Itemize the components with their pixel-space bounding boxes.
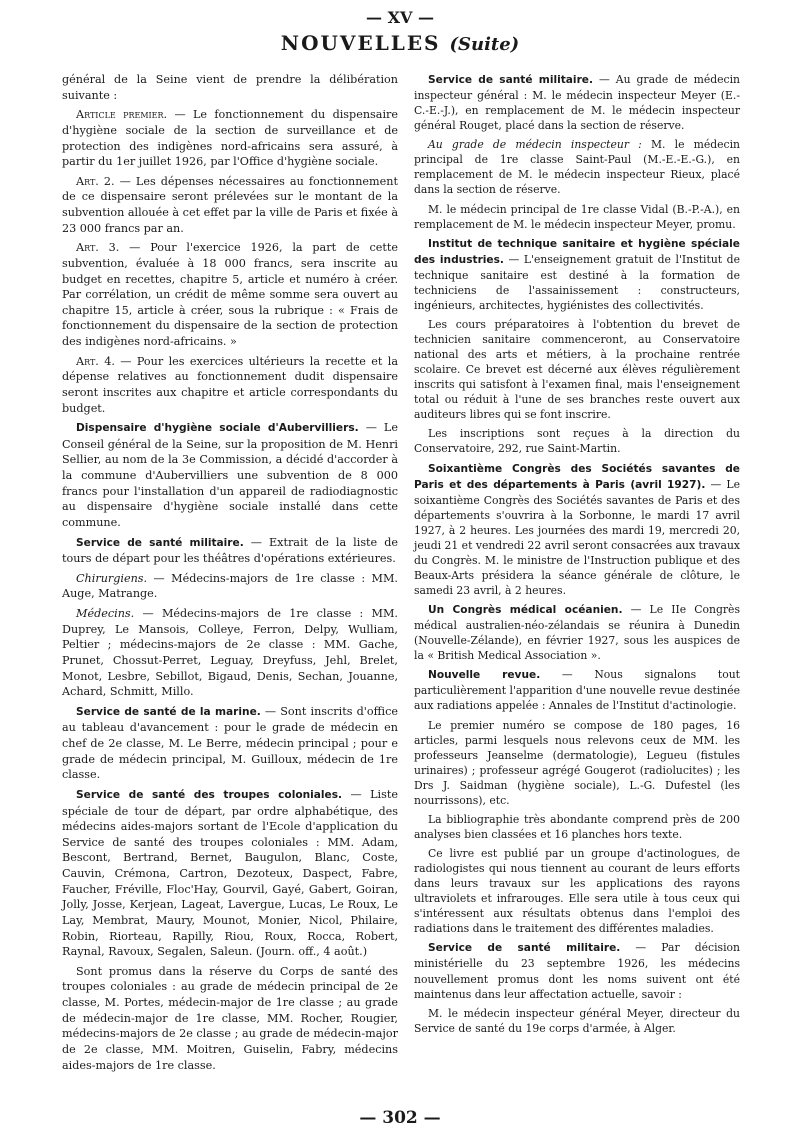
paragraph-text: — Sont inscrits d'office au tableau d'avancement : pour le grade de médecin en chef de 2e classe, M. Le Berre, médecin principal ; pour e grade de médecin principal, M. Guilloux, médecin de 1re classe. xyxy=(62,704,398,782)
article-label: Art. 4. xyxy=(76,354,115,368)
paragraph xyxy=(414,940,740,1001)
paragraph-text: M. le médecin inspecteur général Meyer, directeur du Service de santé du 19e corps d'armée, à Alger. xyxy=(414,1006,740,1035)
paragraph xyxy=(414,236,740,313)
paragraph-heading: Service de santé de la marine. xyxy=(76,705,261,718)
paragraph-lead: Médecins. xyxy=(76,607,135,620)
paragraph xyxy=(414,202,740,232)
paragraph-text: — Liste spéciale de tour de départ, par ordre alphabétique, des médecins aides-majors sortant de l'Ecole d'application du Service de santé des troupes coloniales : MM. Adam, Bescont, Bertrand, Bernet, Baugulon, Blanc, Coste, Cauvin, Crémona, Cartron, Dezoteux, Daspect, Fabre, Faucher, Fréville, Floc'Hay, Gourvil, Gayé, Gabert, Goiran, Jolly, Josse, Kerjean, Lageat, Lavergue, Lucas, Le Roux, Le Lay, Membrat, Maury, Mounot, Monier, Nicol, Philaire, Robin, Riorteau, Rapilly, Riou, Roux, Rocca, Robert, Raynal, Ravoux, Segalen, Saleun. (Journ. off., 4 août.) xyxy=(62,787,398,959)
paragraph xyxy=(414,1006,740,1036)
paragraph-text: M. le médecin principal de 1re classe Vidal (B.-P.-A.), en remplacement de M. le médecin inspecteur Meyer, promu. xyxy=(414,202,740,231)
right-column xyxy=(414,72,740,1040)
paragraph-text: Ce livre est publié par un groupe d'actinologues, de radiologistes qui nous tiennent au courant de leurs efforts dans leurs travaux sur les applications des rayons ultraviolets et infrarouges. Elle sera utile à tous ceux qui s'intéressent aux résultats obtenus dans l'emploi des radiations dans le traitement des différentes maladies. xyxy=(414,847,740,936)
paragraph-text: — Médecins-majors de 1re classe : MM. Duprey, Le Mansois, Colleye, Ferron, Delpy, Wulliam, Peltier ; médecins-majors de 2e classe : MM. Gache, Prunet, Chossut-Perret, Leguay, Dreyfuss, Jehl, Brelet, Monot, Lesbre, Sebillot, Bigaud, Denis, Sechan, Jouanne, Achard, Schmitt, Millo. xyxy=(62,607,398,699)
paragraph-text: — Par décision ministérielle du 23 septembre 1926, les médecins nouvellement promus dont les noms suivent ont été maintenus dans leur affectation actuelle, savoir : xyxy=(414,941,740,1001)
paragraph xyxy=(414,461,740,599)
paragraph-text: — Au grade de médecin inspecteur général : M. le médecin inspecteur Meyer (E.-C.-E.-J.), en remplacement de M. le médecin inspecteur général Rouget, placé dans la section de réserve. xyxy=(414,73,740,133)
paragraph-text: — Le Conseil général de la Seine, sur la proposition de M. Henri Sellier, au nom de la 3e Commission, a décidé d'accorder à la commune d'Aubervilliers une subvention de 8 000 francs pour l'installation d'un appareil de radiodiagnostic au dispensaire d'hygiène sociale installé dans cette commune. xyxy=(62,421,398,529)
paragraph xyxy=(62,535,398,567)
paragraph-text: Sont promus dans la réserve du Corps de santé des troupes coloniales : au grade de médecin principal de 2e classe, M. Portes, médecin-major de 1re classe ; au grade de médecin-major de 1re classe, MM. Rocher, Rougier, médecins-majors de 2e classe ; au grade de médecin-major de 2e classe, MM. Moitren, Guiselin, Fabry, médecins aides-majors de 1re classe. xyxy=(62,964,398,1072)
paragraph-heading: Service de santé militaire. xyxy=(428,942,621,955)
paragraph-text: M. le médecin principal de 1re classe Saint-Paul (M.-E.-E.-G.), en remplacement de M. le médecin inspecteur Rieux, placé dans la section de réserve. xyxy=(414,138,740,197)
paragraph-text: — Le fonctionnement du dispensaire d'hygiène sociale de la section de surveillance et de protection des indigènes nord-africains sera assuré, à partir du 1er juillet 1926, par l'Office d'hygiène sociale. xyxy=(62,108,398,169)
paragraph xyxy=(414,846,740,936)
paragraph xyxy=(62,174,398,237)
paragraph xyxy=(414,667,740,713)
paragraph-text: — Pour les exercices ultérieurs la recette et la dépense relatives au fonctionnement dudit dispensaire seront inscrites aux chapitre et article correspondants du budget. xyxy=(62,354,398,415)
paragraph xyxy=(62,704,398,783)
paragraph-lead: Au grade de médecin inspecteur : xyxy=(428,138,642,152)
paragraph xyxy=(414,137,740,197)
paragraph-heading: Soixantième Congrès des Sociétés savantes de Paris et des départements à Paris (avril 1927). xyxy=(414,462,740,491)
paragraph-heading: Nouvelle revue. xyxy=(428,669,541,682)
roman-folio: — XV — xyxy=(366,8,434,27)
running-header xyxy=(0,8,800,55)
paragraph-text: Les cours préparatoires à l'obtention du brevet de technicien sanitaire commenceront, au Conservatoire national des arts et métiers, à la prochaine rentrée scolaire. Ce brevet est décerné aux élèves régulièrement inscrits qui satisfont à l'examen final, mais l'enseignement total ou réduit à l'une de ses branches reste ouvert aux auditeurs libres qui se font inscrire. xyxy=(414,317,740,422)
article-label: Art. 2. xyxy=(76,174,115,188)
left-column xyxy=(62,72,398,1077)
paragraph xyxy=(62,787,398,960)
paragraph-text: La bibliographie très abondante comprend près de 200 analyses bien classées et 16 planches hors texte. xyxy=(414,812,740,841)
paragraph-text: — L'enseignement gratuit de l'Institut de technique sanitaire est destiné à la formation de techniciens de l'assainissement : constructeurs, ingénieurs, architectes, hygiénistes des collectivités. xyxy=(414,252,740,312)
paragraph xyxy=(62,571,398,602)
paragraph xyxy=(414,317,740,422)
paragraph-lead: Chirurgiens. xyxy=(76,571,148,585)
paragraph xyxy=(414,812,740,842)
paragraph-text: — Les dépenses nécessaires au fonctionnement de ce dispensaire seront prélevées sur le montant de la subvention allouée à cet effet par la ville de Paris et fixée à 23 000 francs par an. xyxy=(62,174,398,235)
paragraph xyxy=(62,354,398,417)
paragraph xyxy=(62,72,398,103)
page-title xyxy=(0,31,800,55)
paragraph xyxy=(414,426,740,456)
section-title: NOUVELLES xyxy=(280,31,441,55)
paragraph-heading: Un Congrès médical océanien. xyxy=(428,604,623,617)
paragraph-heading: Service de santé des troupes coloniales. xyxy=(76,788,343,801)
paragraph xyxy=(414,72,740,133)
paragraph-text: général de la Seine vient de prendre la délibération suivante : xyxy=(62,73,398,102)
paragraph-text: — Pour l'exercice 1926, la part de cette subvention, évaluée à 18 000 francs, sera inscrite au budget en recettes, chapitre 5, article et numéro à créer. Par corrélation, un crédit de même somme sera ouvert au chapitre 15, article à créer, sous la rubrique : « Frais de fonctionnement du dispensaire de la section de protection des indigènes nord-africains. » xyxy=(62,241,398,348)
paragraph-text: — Médecins-majors de 1re classe : MM. Auge, Matrange. xyxy=(62,571,398,601)
paragraph-text: — Le soixantième Congrès des Sociétés savantes de Paris et des départements s'ouvrira à la Sorbonne, le mardi 17 avril 1927, à 2 heures. Les journées des mardi 19, mercredi 20, jeudi 21 et vendredi 22 avril seront consacrées aux travaux du Congrès. M. le ministre de l'Instruction publique et des Beaux-Arts présidera la séance générale de clôture, le samedi 23 avril, à 2 heures. xyxy=(414,477,740,597)
article-label: Art. 3. xyxy=(76,241,120,255)
paragraph-heading: Institut de technique sanitaire et hygiène spéciale des industries. xyxy=(414,237,740,266)
paragraph-text: — Extrait de la liste de tours de départ pour les théâtres d'opérations extérieures. xyxy=(62,535,398,566)
paragraph-text: — Le IIe Congrès médical australien-néo-zélandais se réunira à Dunedin (Nouvelle-Zélande), en février 1927, sous les auspices de la « British Medical Association ». xyxy=(414,603,740,663)
paragraph-heading: Service de santé militaire. xyxy=(428,74,593,86)
paragraph xyxy=(62,420,398,530)
section-subtitle: (Suite) xyxy=(449,34,520,55)
paragraph xyxy=(414,718,740,808)
paragraph-text: Le premier numéro se compose de 180 pages, 16 articles, parmi lesquels nous relevons ceux de MM. les professeurs Jeanselme (dermatologie), Legueu (fistules urinaires) ; professeur agrégé Gougerot (radiolucites) ; les Drs J. Saidman (hygiène sociale), L.-G. Dufestel (les nourrissons), etc. xyxy=(414,718,740,807)
paragraph-text: — Nous signalons tout particulièrement l'apparition d'une nouvelle revue destinée aux radiations appelée : Annales de l'Institut d'actinologie. xyxy=(414,668,740,713)
paragraph xyxy=(62,964,398,1073)
page-number: — 302 — xyxy=(359,1108,441,1128)
paragraph-text: Les inscriptions sont reçues à la direction du Conservatoire, 292, rue Saint-Martin. xyxy=(414,427,740,456)
paragraph-heading: Dispensaire d'hygiène sociale d'Aubervilliers. xyxy=(76,422,359,435)
paragraph xyxy=(62,107,398,170)
article-label: Article premier. xyxy=(76,108,168,122)
paragraph-heading: Service de santé militaire. xyxy=(76,536,244,549)
paragraph xyxy=(414,602,740,663)
paragraph xyxy=(62,240,398,349)
paragraph xyxy=(62,606,398,700)
